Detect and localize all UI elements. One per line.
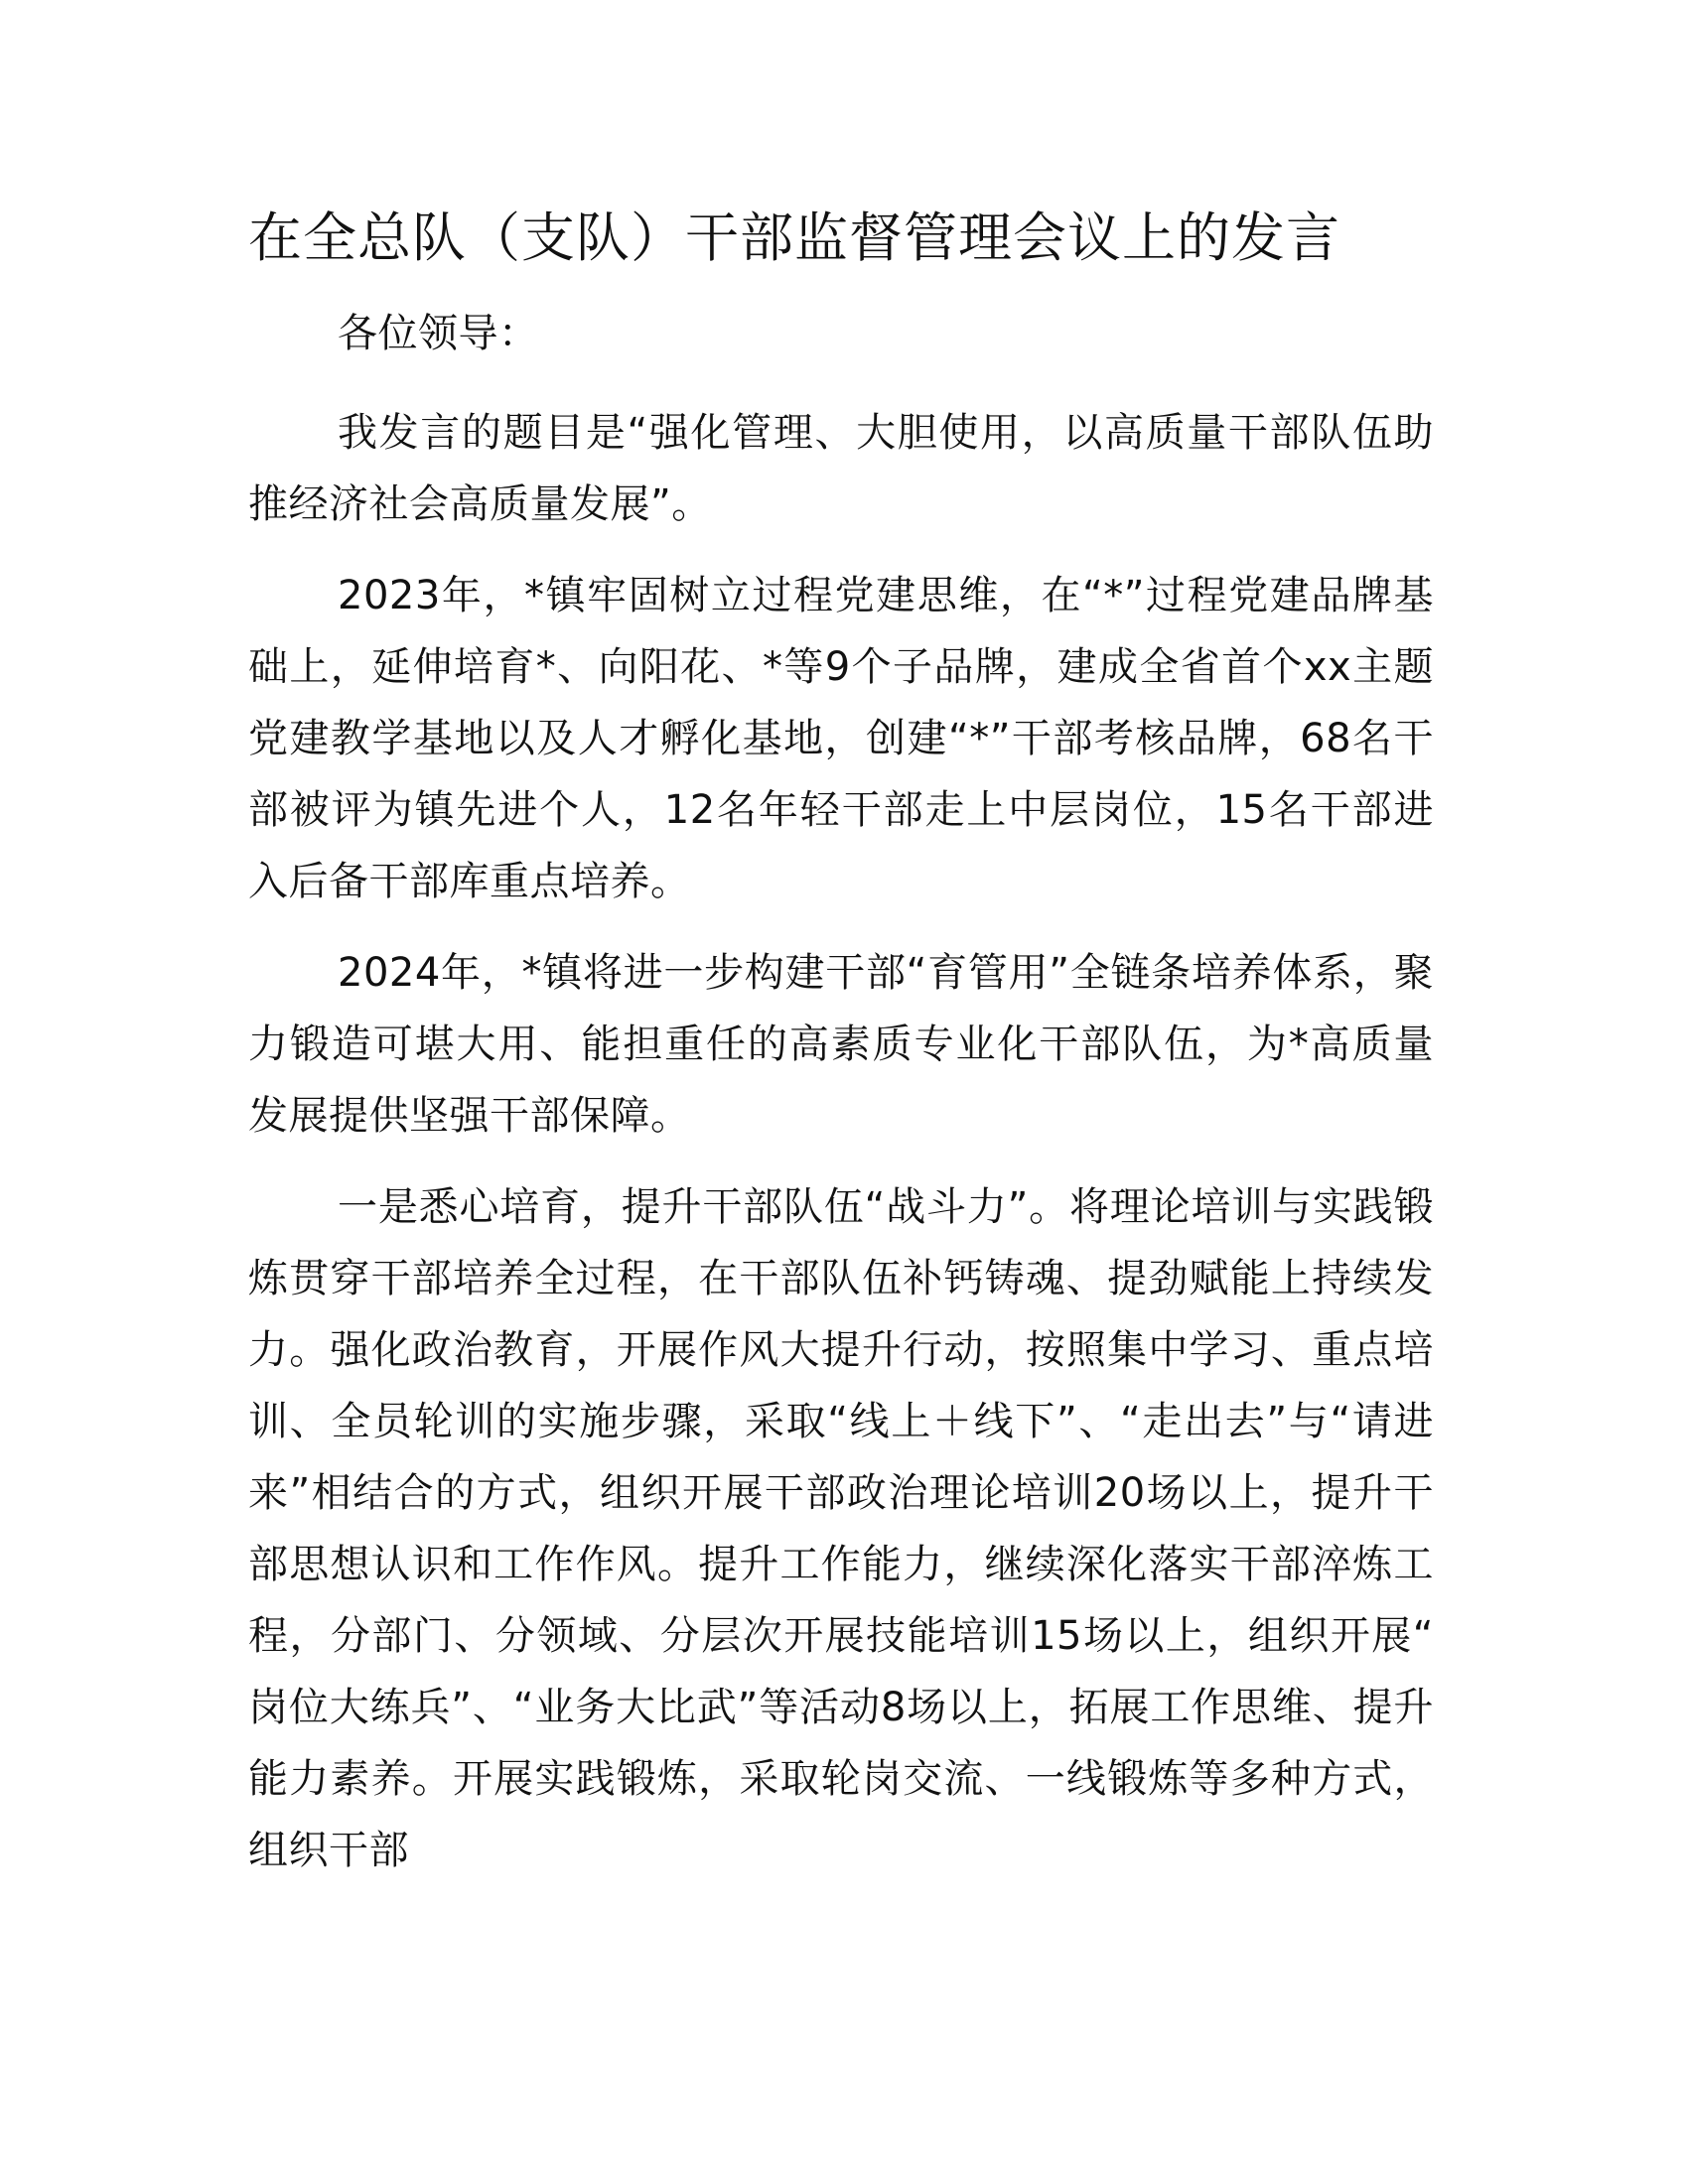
first-measure-paragraph: 一是悉心培育，提升干部队伍“战斗力”。将理论培训与实践锻炼贯穿干部培养全过程，在干部队伍补钙铸魂、提劲赋能上持续发力。强化政治教育，开展作风大提升行动，按照集中学习、重点培训、全员轮训的实施步骤，采取“线上＋线下”、“走出去”与“请进来”相结合的方式，组织开展干部政治理论培训20场以上，提升干部思想认识和工作作风。提升工作能力，继续深化落实干部淬炼工程，分部门、分领域、分层次开展技能培训15场以上，组织开展“岗位大练兵”、“业务大比武”等活动8场以上，拓展工作思维、提升能力素养。开展实践锻炼，采取轮岗交流、一线锻炼等多种方式，组织干部 — [248, 1184, 1434, 1873]
salutation-paragraph: 各位领导： — [338, 311, 539, 356]
year-2024-paragraph: 2024年，*镇将进一步构建干部“育管用”全链条培养体系，聚力锻造可堪大用、能担重任的高素质专业化干部队伍，为*高质量发展提供坚强干部保障。 — [248, 950, 1434, 1139]
year-2023-paragraph: 2023年，*镇牢固树立过程党建思维，在“*”过程党建品牌基础上，延伸培育*、向阳花、*等9个子品牌，建成全省首个xx主题党建教学基地以及人才孵化基地，创建“*”干部考核品牌，68名干部被评为镇先进个人，12名年轻干部走上中层岗位，15名干部进入后备干部库重点培养。 — [248, 573, 1434, 904]
topic-paragraph: 我发言的题目是“强化管理、大胆使用，以高质量干部队伍助推经济社会高质量发展”。 — [248, 410, 1434, 527]
document-body — [248, 298, 1434, 1906]
document-title: 在全总队（支队）干部监督管理会议上的发言 — [248, 206, 1340, 269]
